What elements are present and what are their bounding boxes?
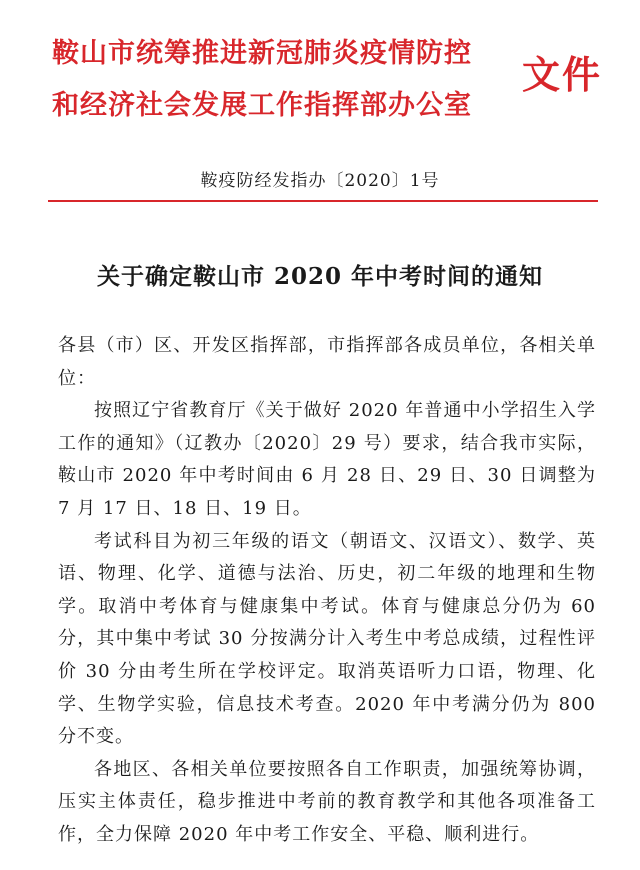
paragraph-schedule: 按照辽宁省教育厅《关于做好 2020 年普通中小学招生入学工作的通知》（辽教办〔2020〕29 号）要求，结合我市实际，鞍山市 2020 年中考时间由 6 月 28 日、29 日、30 日调整为 7 月 17 日、18 日、19 日。 xyxy=(58,400,596,519)
salutation: 各县（市）区、开发区指挥部，市指挥部各成员单位，各相关单位： xyxy=(58,335,596,389)
red-divider xyxy=(48,200,598,202)
org-name-line-1: 鞍山市统筹推进新冠肺炎疫情防控 xyxy=(52,38,472,69)
org-name-line-2: 和经济社会发展工作指挥部办公室 xyxy=(52,90,472,121)
document-number: 鞍疫防经发指办〔2020〕1号 xyxy=(200,171,440,191)
paragraph-subjects: 考试科目为初三年级的语文（朝语文、汉语文）、数学、英语、物理、化学、道德与法治、历史，初二年级的地理和生物学。取消中考体育与健康集中考试。体育与健康总分仍为 60 分，其中集中考试 30 分按满分计入考生中考总成绩，过程性评价 30 分由考生所在学校评定。取消英语听力口语，物理、化学、生物学实验，信息技术考查。2020 年中考满分仍为 800 分不变。 xyxy=(58,530,596,748)
paragraph-requirements: 各地区、各相关单位要按照各自工作职责，加强统筹协调，压实主体责任，稳步推进中考前的教育教学和其他各项准备工作，全力保障 2020 年中考工作安全、平稳、顺利进行。 xyxy=(58,758,596,845)
notice-body xyxy=(58,330,596,852)
document-label: 文件 xyxy=(522,53,603,97)
issuing-organization xyxy=(52,28,472,132)
notice-title: 关于确定鞍山市 2020 年中考时间的通知 xyxy=(96,263,544,290)
